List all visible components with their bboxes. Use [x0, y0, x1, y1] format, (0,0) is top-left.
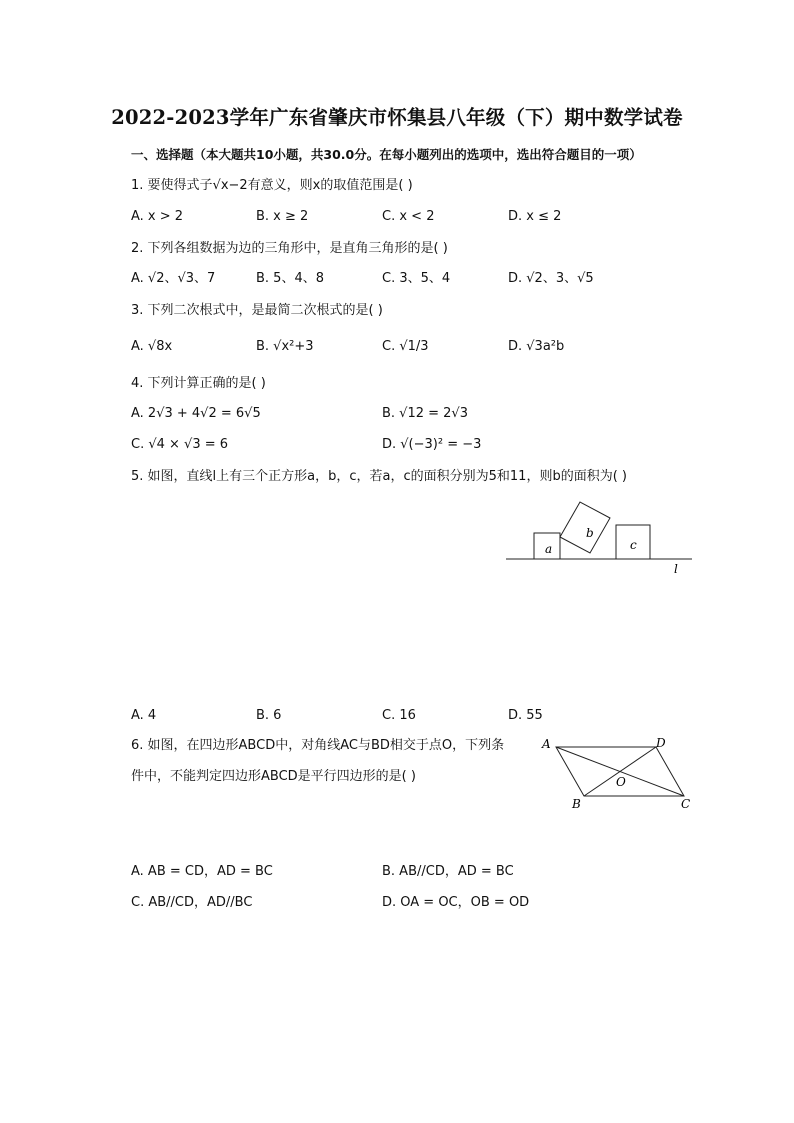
question-6-stem-line-1: 6. 如图，在四边形ABCD中，对角线AC与BD相交于点O，下列条	[131, 738, 505, 753]
question-5-option-a: A. 4	[131, 708, 157, 723]
question-4-option-c: C. √4 × √3 = 6	[131, 437, 229, 452]
fig5-label-c: c	[630, 538, 637, 552]
fig5-label-a: a	[545, 542, 553, 556]
question-5-option-d: D. 55	[508, 708, 543, 723]
fig5-label-l: l	[674, 562, 678, 576]
question-2-option-a: A. √2、√3、7	[131, 271, 216, 286]
question-6-option-c: C. AB//CD，AD//BC	[131, 895, 253, 910]
section-heading: 一、选择题（本大题共10小题，共30.0分。在每小题列出的选项中，选出符合题目的一项）	[131, 147, 642, 162]
fig5-label-b: b	[586, 526, 594, 540]
question-6-option-a: A. AB = CD，AD = BC	[131, 864, 273, 879]
exam-title: 2022-2023学年广东省肇庆市怀集县八年级（下）期中数学试卷	[111, 106, 683, 129]
question-6-option-d: D. OA = OC，OB = OD	[382, 895, 530, 910]
question-2-option-b: B. 5、4、8	[256, 271, 324, 286]
question-3-option-c: C. √1/3	[382, 339, 429, 354]
question-5-option-b: B. 6	[256, 708, 282, 723]
question-2-option-c: C. 3、5、4	[382, 271, 451, 286]
question-3-stem: 3. 下列二次根式中，是最简二次根式的是( )	[131, 303, 383, 318]
fig6-label-b: B	[572, 797, 581, 811]
question-1-option-d: D. x ≤ 2	[508, 209, 562, 224]
fig6-label-o: O	[616, 775, 626, 789]
fig6-label-c: C	[681, 797, 691, 811]
question-6-stem-line-2: 件中，不能判定四边形ABCD是平行四边形的是( )	[131, 769, 416, 784]
figure-6-quadrilateral	[538, 734, 698, 814]
question-1-option-b: B. x ≥ 2	[256, 209, 309, 224]
question-3-option-b: B. √x²+3	[256, 339, 314, 354]
figure-5-squares	[500, 496, 700, 578]
question-4-option-d: D. √(−3)² = −3	[382, 437, 482, 452]
question-5-stem: 5. 如图，直线l上有三个正方形a，b，c，若a，c的面积分别为5和11，则b的面积为( )	[131, 469, 627, 484]
question-6-option-b: B. AB//CD，AD = BC	[382, 864, 514, 879]
question-2-stem: 2. 下列各组数据为边的三角形中，是直角三角形的是( )	[131, 241, 448, 256]
question-1-stem: 1. 要使得式子√x−2有意义，则x的取值范围是( )	[131, 178, 413, 193]
fig6-label-a: A	[542, 737, 551, 751]
question-5-option-c: C. 16	[382, 708, 416, 723]
question-4-option-a: A. 2√3 + 4√2 = 6√5	[131, 406, 261, 421]
fig6-label-d: D	[656, 736, 666, 750]
question-1-option-c: C. x < 2	[382, 209, 435, 224]
question-3-option-d: D. √3a²b	[508, 339, 565, 354]
question-4-option-b: B. √12 = 2√3	[382, 406, 468, 421]
question-4-stem: 4. 下列计算正确的是( )	[131, 376, 266, 391]
question-3-option-a: A. √8x	[131, 339, 173, 354]
question-1-option-a: A. x > 2	[131, 209, 184, 224]
question-2-option-d: D. √2、3、√5	[508, 271, 594, 286]
